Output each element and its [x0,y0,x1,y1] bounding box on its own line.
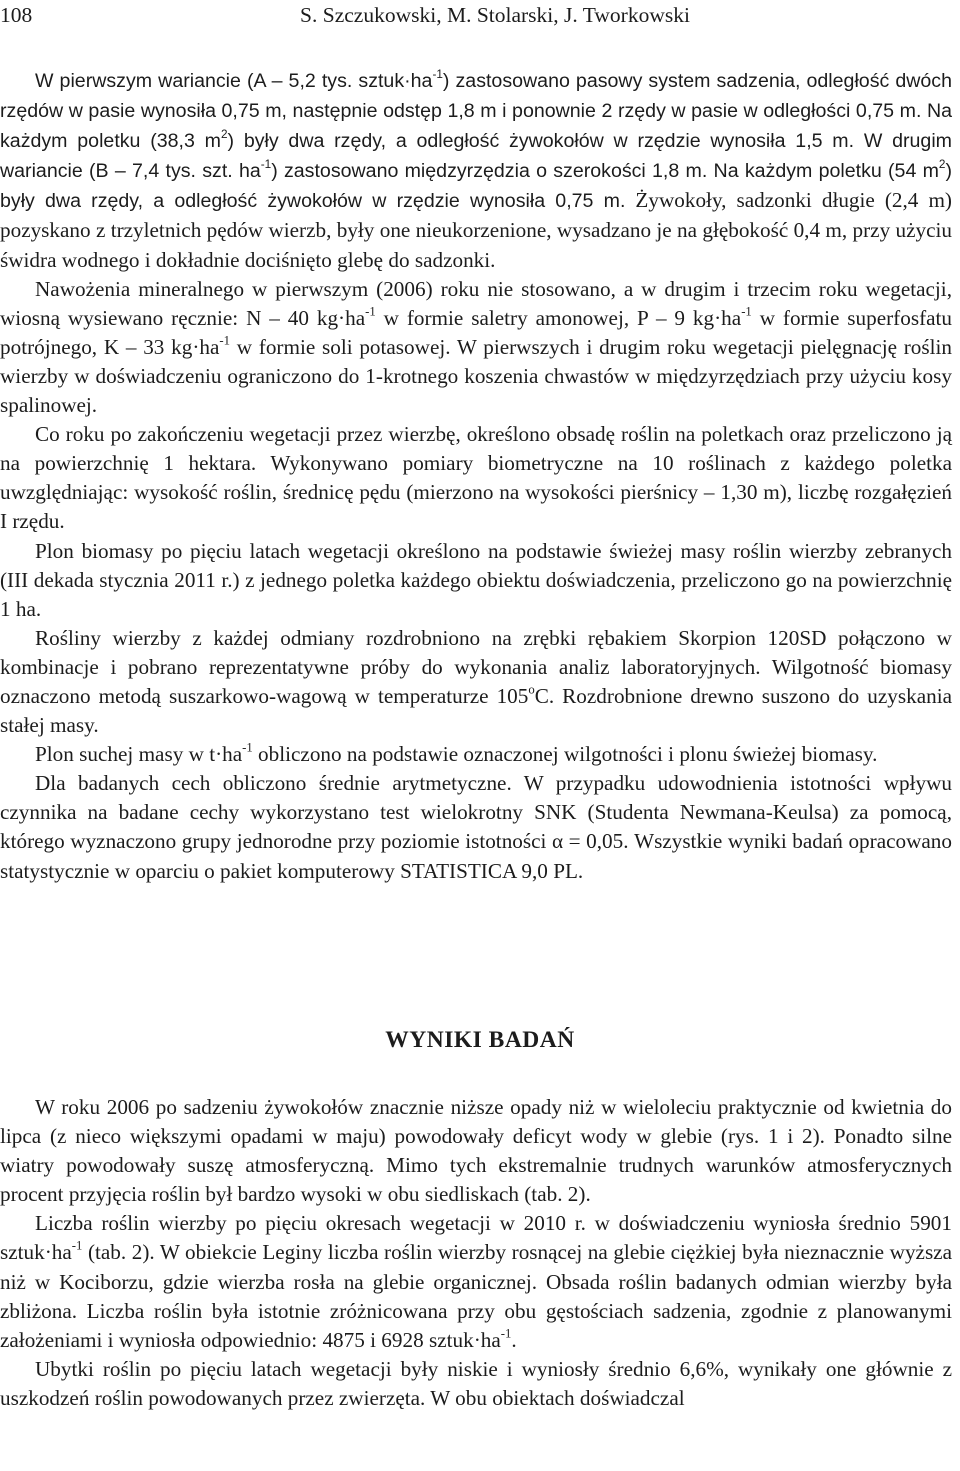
paragraph-biomass-yield: Plon biomasy po pięciu latach wegetacji określono na podstawie świeżej masy roślin wierzby zebranych (III dekada stycznia 2011 r.) z jednego poletka każdego obiektu doświadczenia, przeliczono go na powierzchnię 1 ha. [0,538,952,621]
text-run: ) były dwa rzędy, a odległość żywokołów w rzędzie wynosiła 0,75 m. [0,160,952,213]
superscript: -1 [500,1326,512,1341]
page-number: 108 [0,3,33,27]
superscript: 2 [220,128,228,142]
superscript: 2 [938,158,946,172]
text-run: w formie saletry amonowej, P – 9 kg·ha [375,305,742,330]
methods-text [0,66,952,886]
text-run: . [511,1327,517,1352]
paragraph-dry-mass [0,740,952,769]
text-run: Liczba roślin wierzby po pięciu okresach wegetacji w 2010 r. w doświadczeniu wyniosła średnio 5901 sztuk·ha [0,1211,952,1265]
paragraph-fertilization [0,275,952,420]
paragraph-planting-variants [0,66,952,275]
superscript: -1 [71,1238,83,1253]
superscript: -1 [260,158,272,172]
paragraph-plant-count [0,1209,952,1354]
superscript: -1 [432,68,443,82]
text-run: Żywokoły, sadzonki długie (2,4 m) pozyskano z trzyletnich pędów wierzb, były one nieukorzenione, wysadzano je na głębokość 0,4 m, przy użyciu świdra wodnego i dokładnie dociśnięto glebę do sadzonki. [0,188,952,272]
text-run: (tab. 2). W obiekcie Leginy liczba roślin wierzby rosnącej na glebie ciężkiej była nieznacznie wyższa niż w Kociborzu, gdzie wierzba rosła na glebie organicznej. Obsada roślin badanych odmian wierzby była zbliżona. Liczba roślin była istotnie zróżnicowana przy obu gęstościach sadzenia, zgodnie z planowanymi założeniami i wyniosła odpowiednio: 4875 i 6928 sztuk·ha [0,1240,952,1352]
paragraph-statistics: Dla badanych cech obliczono średnie arytmetyczne. W przypadku udowodnienia istotności wpływu czynnika na badane cechy wykorzystano test wielokrotny SNK (Studenta Newmana-Keulsa) za pomocą, którego wyznaczono grupy jednorodne przy poziomie istotności α = 0,05. Wszystkie wyniki badań opracowano statystycznie w oparciu o pakiet komputerowy STATISTICA 9,0 PL. [0,771,952,883]
text-run: W pierwszym wariancie (A – 5,2 tys. sztuk·ha [35,70,433,92]
paragraph-weather-conditions: W roku 2006 po sadzeniu żywokołów znacznie niższe opady niż w wieloleciu praktycznie od kwietnia do lipca (z nieco większymi opadami w maju) powodowały deficyt wody w glebie (rys. 1 i 2). Ponadto silne wiatry powodowały suszę atmosferyczną. Mimo tych ekstremalnie trudnych warunków atmosferycznych procent przyjęcia roślin był bardzo wysoki w obu siedliskach (tab. 2). [0,1095,952,1207]
running-header [0,2,960,32]
text-run: Nawożenia mineralnego w pierwszym (2006) roku nie stosowano, a w drugim i trzecim roku wegetacji, wiosną wysiewano ręcznie: N – 40 kg·ha [0,276,952,330]
text-run: Plon suchej masy w t·ha [35,742,243,767]
text-run: obliczono na podstawie oznaczonej wilgotności i plonu świeżej biomasy. [252,742,878,767]
superscript: -1 [741,304,752,319]
running-head-authors: S. Szczukowski, M. Stolarski, J. Tworkowski [300,3,690,27]
text-run: C. Rozdrobnione drewno suszono do uzyskania stałej masy. [0,683,952,738]
text-run: w formie soli potasowej. W pierwszych i drugim roku wegetacji pielęgnację roślin wierzby w doświadczeniu ograniczono do 1-krotnego koszenia chwastów w międzyrzędziach przy użyciu kosy spalinowej. [0,334,952,418]
superscript: -1 [219,333,230,348]
section-heading: WYNIKI BADAŃ [385,1027,575,1053]
superscript: -1 [365,304,376,319]
text-run: ) zastosowano międzyrzędzia o szerokości 1,8 m. Na każdym poletku (54 m [271,160,939,183]
superscript: -1 [242,740,253,755]
text-run: w formie superfosfatu potrójnego, K – 33 kg·ha [0,305,953,359]
paragraph-lab-analysis [0,624,952,740]
paragraph-plant-losses: Ubytki roślin po pięciu latach wegetacji były niskie i wyniosły średnio 6,6%, wynikały one głównie z uszkodzeń roślin powodowanych przez zwierzęta. W obu obiektach doświadczal [0,1356,952,1410]
results-text [0,1093,952,1413]
text-run: Rośliny wierzby z każdej odmiany rozdrobniono na zrębki rębakiem Skorpion 120SD połączono w kombinacje i pobrano reprezentatywne próby do wykonania analiz laboratoryjnych. Wilgotność biomasy oznaczono metodą suszarkowo-wagową w temperaturze 105 [0,625,952,708]
superscript: o [528,682,535,697]
text-run: ) zastosowano pasowy system sadzenia, odległość dwóch rzędów w pasie wynosiła 0,75 m, następnie odstęp 1,8 m i ponownie 2 rzędy w pasie w odległości 0,75 m. Na każdym poletku (38,3 m [0,70,952,153]
text-run: ) były dwa rzędy, a odległość żywokołów w rzędzie wynosiła 1,5 m. W drugim wariancie (B – 7,4 tys. szt. ha [0,130,952,183]
paragraph-biometric-measurements: Co roku po zakończeniu wegetacji przez wierzbę, określono obsadę roślin na poletkach oraz przeliczono ją na powierzchnię 1 hektara. Wykonywano pomiary biometryczne na 10 roślinach z każdego poletka uwzględniając: wysokość roślin, średnicę pędu (mierzono na wysokości pierśnicy – 1,30 m), liczbę rozgałęzień I rzędu. [0,422,952,534]
